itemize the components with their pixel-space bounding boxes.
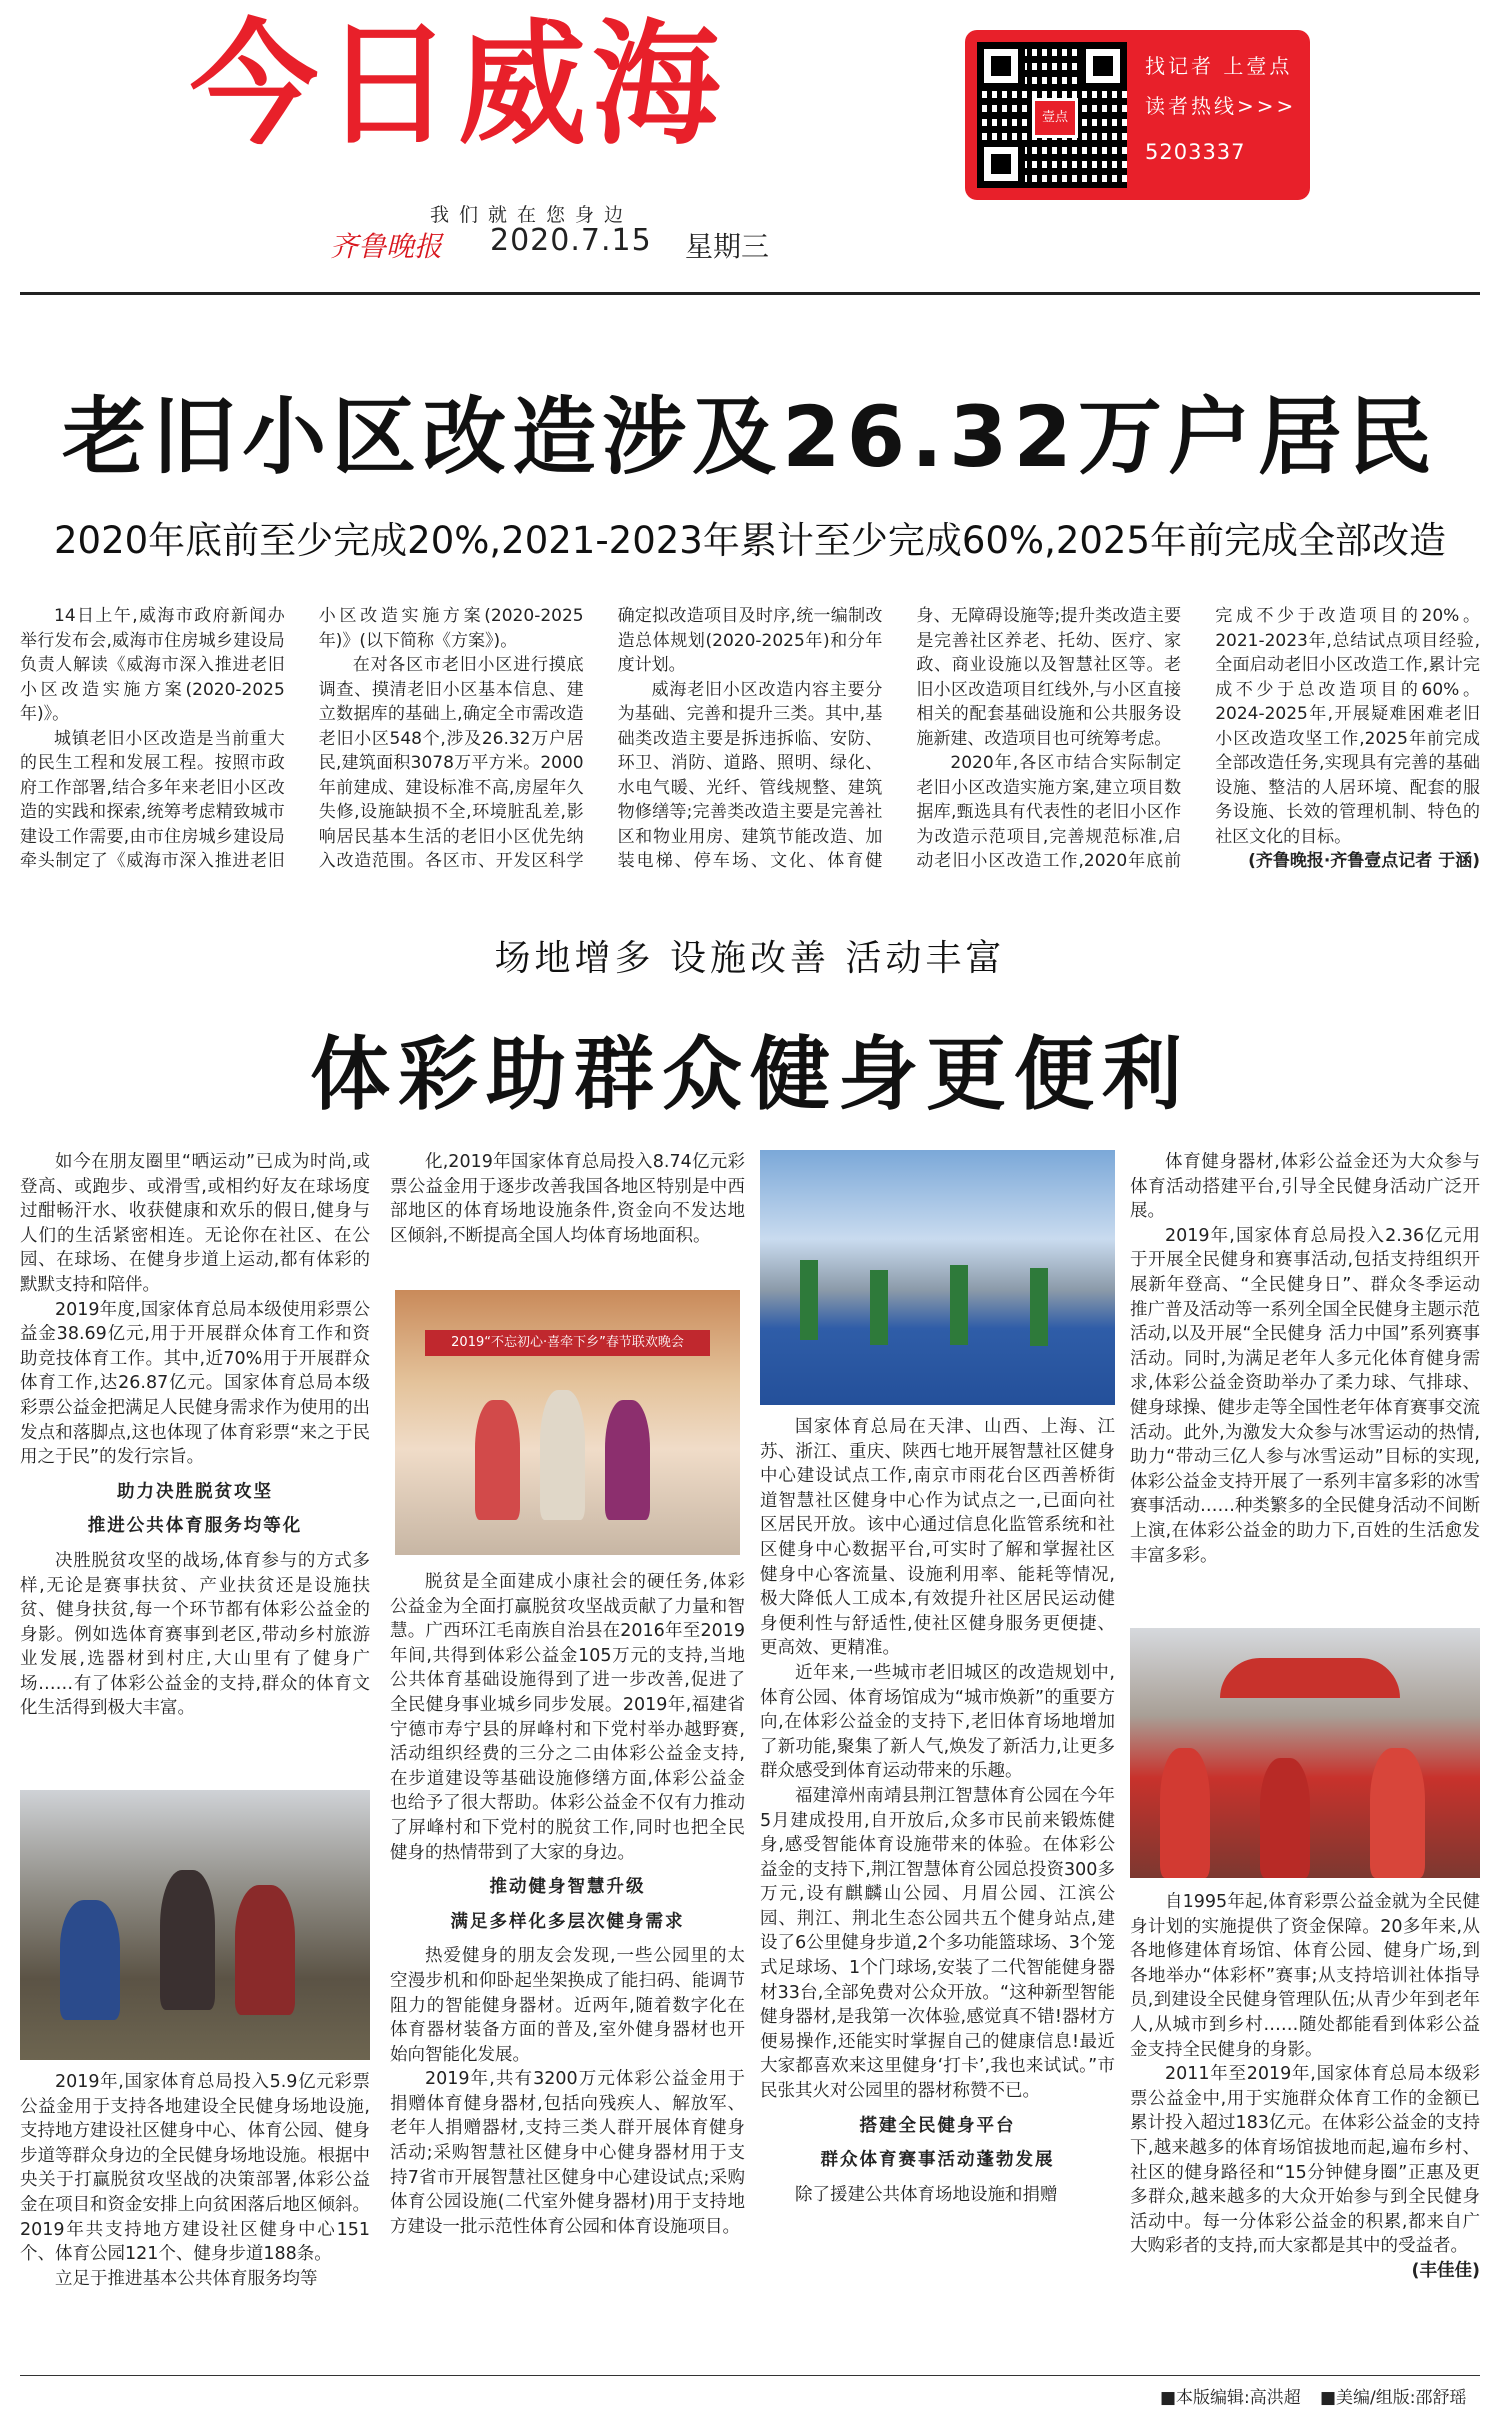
paragraph: 近年来,一些城市老旧城区的改造规划中,体育公园、体育场馆成为“城市焕新”的重要方向,在体彩公益金的支持下,老旧体育场地增加了新功能,聚集了新人气,焕发了新活力,让更多群众感受到体育运动带来的乐趣。 xyxy=(760,1662,1115,1782)
equipment-post xyxy=(950,1265,968,1345)
design-credit: ■美编/组版:邵舒瑶 xyxy=(1320,2388,1467,2408)
qr-corner xyxy=(1079,42,1127,90)
photo-figure xyxy=(60,1900,120,2020)
paragraph: 2019年,共有3200万元体彩公益金用于捐赠体育健身器材,包括向残疾人、解放军、老年人捐赠器材,支持三类人群开展体育健身活动;采购智慧社区健身中心健身器材用于支持7省市开展智慧社区健身中心建设试点;采购体育公园设施(二代室外健身器材)用于支持地方建设一批示范性体育公园和体育设施项目。 xyxy=(390,2069,745,2237)
paragraph: 体育健身器材,体彩公益金还为大众参与体育活动搭建平台,引导全民健身活动广泛开展。 xyxy=(1130,1152,1480,1222)
slogan: 我们就在您身边 xyxy=(430,204,634,226)
paragraph: 在对各区市老旧小区进行摸底调查、摸清老旧小区基本信息、建立数据库的基础上,确定全市需改造老旧小区548个,涉及26.32万户居民,建筑面积3078万平方米。2000年前建成、建设标准不高,房屋年久失修,设施缺损不全,环境脏乱差,影响居民基本生活的老旧小区优先纳入改造范围。各区市、开发区科学确定拟改造项目及时序,统一编制改造总体规划(2020-2025年)和分年度计划。 xyxy=(318,606,883,871)
event-banner: 2019“不忘初心·喜牵下乡”春节联欢晚会 xyxy=(425,1330,710,1356)
story2-kicker: 场地增多 设施改善 活动丰富 xyxy=(494,938,1006,979)
publisher-logo: 齐鲁晚报 xyxy=(330,230,443,263)
newspaper-title: 今日威海 xyxy=(190,7,727,164)
story2-column-2a xyxy=(390,1150,745,1280)
qr-corner xyxy=(977,140,1025,188)
paragraph: 决胜脱贫攻坚的战场,体育参与的方式多样,无论是赛事扶贫、产业扶贫还是设施扶贫、健身扶贫,每一个环节都有体彩公益金的身影。例如选体育赛事到老区,带动乡村旅游业发展,选器材到村庄,大山里有了健身广场……有了体彩公益金的支持,群众的体育文化生活得到极大丰富。 xyxy=(20,1550,370,1719)
opera-performance-photo xyxy=(395,1290,740,1555)
photo-figure xyxy=(605,1400,650,1520)
equipment-post xyxy=(1030,1268,1048,1346)
story1-body xyxy=(20,604,1480,904)
paragraph: 威海老旧小区改造内容主要分为基础、完善和提升三类。其中,基础类改造主要是拆违拆临、安防、环卫、消防、道路、照明、绿化、水电气暖、光纤、管线规整、建筑物修缮等;完善类改造主要是完善社区和物业用房、建筑节能改造、加装电梯、停车场、文化、体育健身、无障碍设施等;提升类改造主要是完善社区养老、托幼、医疗、家政、商业设施以及智慧社区等。老旧小区改造项目红线外,与小区直接相关的配套基础设施和公共服务设施新建、改造项目也可统筹考虑。 xyxy=(617,606,1182,871)
paragraph: 国家体育总局在天津、山西、上海、江苏、浙江、重庆、陕西七地开展智慧社区健身中心建设试点工作,南京市雨花台区西善桥街道智慧社区健身中心作为试点之一,已面向社区居民开放。该中心通过信息化监管系统和社区健身中心数据平台,可实时了解和掌握社区健身中心客流量、设施利用率、能耗等情况,极大降低人工成本,有效提升社区居民运动健身便利性与舒适性,使社区健身服务更便捷、更高效、更精准。 xyxy=(760,1417,1115,1659)
paragraph: 2019年,国家体育总局投入5.9亿元彩票公益金用于支持各地建设全民健身场地设施,支持地方建设社区健身中心、体育公园、健身步道等群众身边的全民健身场地设施。根据中央关于打赢脱贫攻坚战的决策部署,体彩公益金在项目和资金安排上向贫困落后地区倾斜。2019年共支持地方建设社区健身中心151个、体育公园121个、健身步道188条。 xyxy=(20,2072,370,2265)
paragraph: 如今在朋友圈里“晒运动”已成为时尚,或登高、或跑步、或滑雪,或相约好友在球场度过酣畅汗水、收获健康和欢乐的假日,健身与人们的生活紧密相连。无论你在社区、在公园、在球场、在健身步道上运动,都有体彩的默默支持和陪伴。 xyxy=(20,1152,370,1295)
subheading: 推动健身智慧升级 xyxy=(489,1877,646,1898)
hotline-number: 5203337 xyxy=(1145,140,1246,164)
paragraph: 除了援建公共体育场地设施和捐赠 xyxy=(795,2184,1058,2205)
photo-figure xyxy=(160,1870,215,2010)
paragraph: 14日上午,威海市政府新闻办举行发布会,威海市住房城乡建设局负责人解读《威海市深入推进老旧小区改造实施方案(2020-2025年)》。 xyxy=(20,606,285,724)
story1-headline: 老旧小区改造涉及26.32万户居民 xyxy=(62,388,1438,486)
story2-column-1a xyxy=(20,1150,370,1780)
editor-credit: ■本版编辑:高洪超 xyxy=(1160,2388,1301,2408)
subheading: 搭建全民健身平台 xyxy=(859,2115,1016,2136)
paragraph: 脱贫是全面建成小康社会的硬任务,体彩公益金为全面打赢脱贫攻坚战贡献了力量和智慧。广西环江毛南族自治县在2016年至2019年间,共得到体彩公益金105万元的支持,当地公共体育基础设施得到了进一步改善,促进了全民健身事业城乡同步发展。2019年,福建省宁德市寿宁县的屏峰村和下党村举办越野赛,活动组织经费的三分之二由体彩公益金支持,在步道建设等基础设施修缮方面,体彩公益金也给予了很大帮助。体彩公益金不仅有力推动了屏峰村和下党村的脱贫工作,同时也把全民健身的热情带到了大家的身边。 xyxy=(390,1572,745,1863)
paragraph: 2011年至2019年,国家体育总局本级彩票公益金中,用于实施群众体育工作的金额已累计投入超过183亿元。在体彩公益金的支持下,越来越多的体育场馆拔地而起,遍布乡村、社区的健身路径和“15分钟健身圈”正惠及更多群众,越来越多的大众开始参与到全民健身活动中。每一分体彩公益金的积累,都来自广大购彩者的支持,而大家都是其中的受益者。 xyxy=(1130,2064,1480,2257)
paragraph: 自1995年起,体育彩票公益金就为全民健身计划的实施提供了资金保障。20多年来,从各地修建体育场馆、体育公园、健身广场,到各地举办“体彩杯”赛事;从支持培训社体指导员,到建设全民健身管理队伍;从青少年到老年人,从城市到乡村……随处都能看到体彩公益金支持全民健身的身影。 xyxy=(1130,1892,1480,2060)
story2-column-1b xyxy=(20,2070,370,2370)
walking-event-photo xyxy=(1130,1628,1480,1878)
issue-date: 2020.7.15 xyxy=(490,223,652,258)
story1-credit: (齐鲁晚报·齐鲁壹点记者 于涵) xyxy=(1248,851,1480,871)
paragraph: 2020年,各区市结合实际制定老旧小区改造实施方案,建立项目数据库,甄选具有代表性的老旧小区作为改造示范项目,完善规范标准,启动老旧小区改造工作,2020年底前完成不少于改造项目的20%。2021-2023年,总结试点项目经验,全面启动老旧小区改造工作,累计完成不少于总改造项目的60%。2024-2025年,开展疑难困难老旧小区改造攻坚工作,2025年前完成全部改造任务,实现具有完善的基础设施、整洁的人居环境、配套的服务设施、长效的管理机制、特色的社区文化的目标。 xyxy=(916,606,1480,871)
footer-divider xyxy=(20,2375,1480,2376)
equipment-post xyxy=(870,1270,888,1345)
photo-figure xyxy=(235,1885,295,2015)
paragraph: 热爱健身的朋友会发现,一些公园里的太空漫步机和仰卧起坐架换成了能扫码、能调节阻力的智能健身器材。近两年,随着数字化在体育器材装备方面的普及,室外健身器材也开始向智能化发展。 xyxy=(390,1946,745,2065)
masthead-divider xyxy=(20,292,1480,295)
photo-figure xyxy=(1370,1748,1425,1878)
subheading: 推进公共体育服务均等化 xyxy=(87,1516,303,1537)
paragraph: 2019年,国家体育总局投入2.36亿元用于开展全民健身和赛事活动,包括支持组织开展新年登高、“全民健身日”、群众冬季运动推广普及活动等一系列全国全民健身主题示范活动,以及开展“全民健身 活力中国”系列赛事活动。同时,为满足老年人多元化体育健身需求,体彩公益金资助举办了柔力球、气排球、健身球操、健步走等全国性老年体育赛事交流活动。此外,为激发大众参与冰雪运动的热情,助力“带动三亿人参与冰雪运动”目标的实现,体彩公益金支持开展了一系列丰富多彩的冰雪赛事活动……种类繁多的全民健身活动不间断上演,在体彩公益金的助力下,百姓的生活愈发丰富多彩。 xyxy=(1130,1225,1480,1566)
qr-badge: 壹点 xyxy=(1032,98,1078,138)
photo-figure xyxy=(540,1390,585,1520)
sports-park-photo xyxy=(760,1150,1115,1405)
story2-column-3 xyxy=(760,1415,1115,2370)
paragraph: 福建漳州南靖县荆江智慧体育公园在今年5月建成投用,自开放后,众多市民前来锻炼健身,感受智能体育设施带来的体验。在体彩公益金的支持下,荆江智慧体育公园总投资300多万元,设有麒麟山公园、月眉公园、江滨公园、荆江、荆北生态公园共五个健身站点,建设了6公里健身步道,2个多功能篮球场、3个笼式足球场、1个门球场,安装了二代智能健身器材33台,全部免费对公众开放。“这种新型智能健身器材,是我第一次体验,感觉真不错!器材方便易操作,还能实时掌握自己的健康信息!最近大家都喜欢来这里健身‘打卡’,我也来试试。”市民张其火对公园里的器材称赞不已。 xyxy=(760,1785,1115,2102)
story1-subhead: 2020年底前至少完成20%,2021-2023年累计至少完成60%,2025年前完成全部改造 xyxy=(54,519,1446,562)
photo-figure xyxy=(475,1400,520,1520)
subheading: 满足多样化多层次健身需求 xyxy=(450,1911,685,1932)
paragraph: 立足于推进基本公共体育服务均等 xyxy=(55,2268,318,2289)
qr-corner xyxy=(977,42,1025,90)
reporter-line: 找记者 上壹点 xyxy=(1145,54,1293,78)
fitness-equipment-photo xyxy=(20,1790,370,2060)
story2-column-4b xyxy=(1130,1890,1480,2370)
issue-weekday: 星期三 xyxy=(685,230,770,263)
masthead xyxy=(0,0,1500,300)
photo-figure xyxy=(1260,1758,1310,1878)
paragraph: 城镇老旧小区改造是当前重大的民生工程和发展工程。按照市政府工作部署,结合多年来老旧小区改造的实践和探索,统筹考虑精致城市建设工作需要,由市住房城乡建设局牵头制定了《威海市深入推进老旧小区改造实施方案(2020-2025年)》(以下简称《方案》)。 xyxy=(20,606,584,871)
story2-credit: (丰佳佳) xyxy=(1411,2260,1480,2281)
equipment-post xyxy=(800,1260,818,1340)
paragraph: 2019年度,国家体育总局本级使用彩票公益金38.69亿元,用于开展群众体育工作和资助竞技体育工作。其中,近70%用于开展群众体育工作,达26.87亿元。国家体育总局本级彩票公益金把满足人民健身需求作为使用的出发点和落脚点,这也体现了体育彩票“来之于民用之于民”的发行宗旨。 xyxy=(20,1299,370,1468)
event-arch xyxy=(1220,1658,1400,1698)
qr-code-icon[interactable] xyxy=(977,42,1127,188)
story2-column-2b xyxy=(390,1570,745,2370)
story2-headline: 体彩助群众健身更便利 xyxy=(310,1028,1190,1121)
hotline-label: 读者热线>>> xyxy=(1145,94,1297,118)
paragraph: 化,2019年国家体育总局投入8.74亿元彩票公益金用于逐步改善我国各地区特别是中西部地区的体育场地设施条件,资金向不发达地区倾斜,不断提高全国人均体育场地面积。 xyxy=(390,1152,745,1246)
contact-box xyxy=(965,30,1310,200)
story2-column-4a xyxy=(1130,1150,1480,1620)
photo-figure xyxy=(1160,1748,1210,1878)
subheading: 助力决胜脱贫攻坚 xyxy=(117,1481,273,1502)
subheading: 群众体育赛事活动蓬勃发展 xyxy=(820,2150,1055,2171)
